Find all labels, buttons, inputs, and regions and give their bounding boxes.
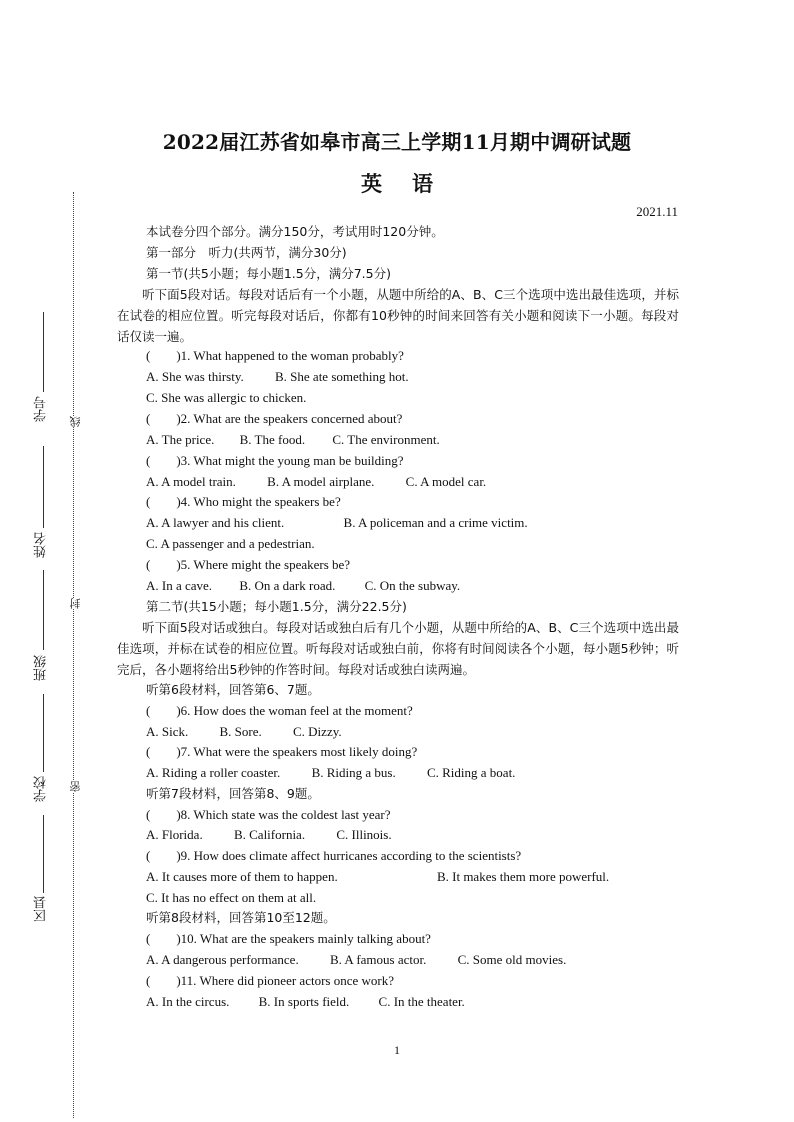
section1-heading: 第一节(共5小题；每小题1.5分，满分7.5分) (146, 266, 391, 281)
exam-title: 2022届江苏省如皋市高三上学期11月期中调研试题 (162, 130, 632, 154)
option: C. A passenger and a pedestrian. (146, 536, 315, 551)
question-10-options (146, 951, 566, 969)
option: A. A dangerous performance. (146, 952, 299, 967)
page-number: 1 (394, 1043, 400, 1057)
seal-line-char: 线 (69, 416, 82, 427)
material-7-note: 听第7段材料，回答第8、9题。 (146, 786, 320, 801)
option: B. On a dark road. (239, 578, 336, 593)
option: C. A model car. (405, 474, 487, 489)
option: A. A lawyer and his client. (146, 515, 285, 530)
material-8-note: 听第8段材料，回答第10至12题。 (146, 910, 336, 925)
option: B. A model airplane. (267, 474, 375, 489)
exam-subject: 英语 (361, 171, 463, 196)
class-label: 班级 (34, 655, 49, 681)
class-blank (43, 570, 44, 650)
option: B. The food. (239, 432, 306, 447)
question-1-options (146, 368, 409, 386)
option: C. On the subway. (364, 578, 461, 593)
option: B. California. (233, 827, 306, 842)
option: A. In the circus. (146, 994, 230, 1009)
question-1: ( )1. What happened to the woman probably? (146, 348, 404, 363)
question-2-options (146, 431, 440, 449)
option: A. In a cave. (146, 578, 213, 593)
question-6: ( )6. How does the woman feel at the moment? (146, 703, 413, 718)
option: C. In the theater. (378, 994, 465, 1009)
seal-secret-char: 密 (69, 781, 82, 792)
option: B. Riding a bus. (311, 765, 396, 780)
name-blank (43, 446, 44, 528)
part1-heading: 第一部分 听力(共两节，满分30分) (146, 245, 347, 260)
question-8-options (146, 826, 392, 844)
question-7: ( )7. What were the speakers most likely doing? (146, 744, 418, 759)
question-8: ( )8. Which state was the coldest last year? (146, 807, 391, 822)
option: A. The price. (146, 432, 215, 447)
question-7-options (146, 764, 515, 782)
question-5: ( )5. Where might the speakers be? (146, 557, 351, 572)
question-9-options (146, 868, 609, 886)
section1-instructions: 听下面5段对话。每段对话后有一个小题，从题中所给的A、B、C三个选项中选出最佳选项，并标在试卷的相应位置。听完每段对话后，你都有10秒钟的时间来回答有关小题和阅读下一小题。每段对话仅读一遍。 (117, 287, 679, 344)
question-3-options (146, 473, 486, 491)
option: A. She was thirsty. (146, 369, 244, 384)
student-id-label: 学号 (34, 396, 49, 422)
option: C. Dizzy. (293, 724, 342, 739)
district-label: 区县 (34, 896, 49, 922)
section2-instructions: 听下面5段对话或独白。每段对话或独白后有几个小题，从题中所给的A、B、C三个选项中选出最佳选项，并标在试卷的相应位置。听每段对话或独白前，你将有时间阅读各个小题，每小题5秒钟；听完后，各小题将给出5秒钟的作答时间。每段对话或独白读两遍。 (117, 620, 679, 677)
option: B. A famous actor. (329, 952, 427, 967)
question-6-options (146, 723, 342, 741)
option: A. Riding a roller coaster. (146, 765, 281, 780)
option: C. It has no effect on them at all. (146, 890, 317, 905)
option: C. Some old movies. (457, 952, 567, 967)
student-id-blank (43, 312, 44, 392)
option: B. In sports field. (258, 994, 350, 1009)
option: C. Riding a boat. (426, 765, 516, 780)
seal-seal-char: 封 (69, 598, 82, 609)
exam-intro: 本试卷分四个部分。满分150分，考试用时120分钟。 (146, 224, 444, 239)
question-11: ( )11. Where did pioneer actors once work? (146, 973, 394, 988)
question-4: ( )4. Who might the speakers be? (146, 494, 341, 509)
question-5-options (146, 577, 460, 595)
district-blank (43, 815, 44, 893)
option: A. It causes more of them to happen. (146, 869, 338, 884)
option: A. Sick. (146, 724, 189, 739)
question-4-options (146, 514, 528, 532)
name-label: 姓名 (34, 532, 49, 558)
option: B. It makes them more powerful. (436, 869, 610, 884)
option: B. Sore. (219, 724, 262, 739)
section2-heading: 第二节(共15小题；每小题1.5分，满分22.5分) (146, 599, 407, 614)
question-2: ( )2. What are the speakers concerned about? (146, 411, 403, 426)
binding-dotted-line (73, 192, 74, 1118)
question-11-options (146, 993, 465, 1011)
exam-date: 2021.11 (636, 204, 678, 219)
option: A. A model train. (146, 474, 236, 489)
question-3: ( )3. What might the young man be building? (146, 453, 404, 468)
school-label: 学校 (34, 776, 49, 802)
question-9: ( )9. How does climate affect hurricanes according to the scientists? (146, 848, 522, 863)
material-6-note: 听第6段材料，回答第6、7题。 (146, 682, 320, 697)
option: A. Florida. (146, 827, 203, 842)
school-blank (43, 694, 44, 772)
option: C. The environment. (332, 432, 440, 447)
option: C. Illinois. (336, 827, 392, 842)
question-10: ( )10. What are the speakers mainly talking about? (146, 931, 431, 946)
option: B. A policeman and a crime victim. (343, 515, 528, 530)
option: C. She was allergic to chicken. (146, 390, 307, 405)
option: B. She ate something hot. (275, 369, 409, 384)
